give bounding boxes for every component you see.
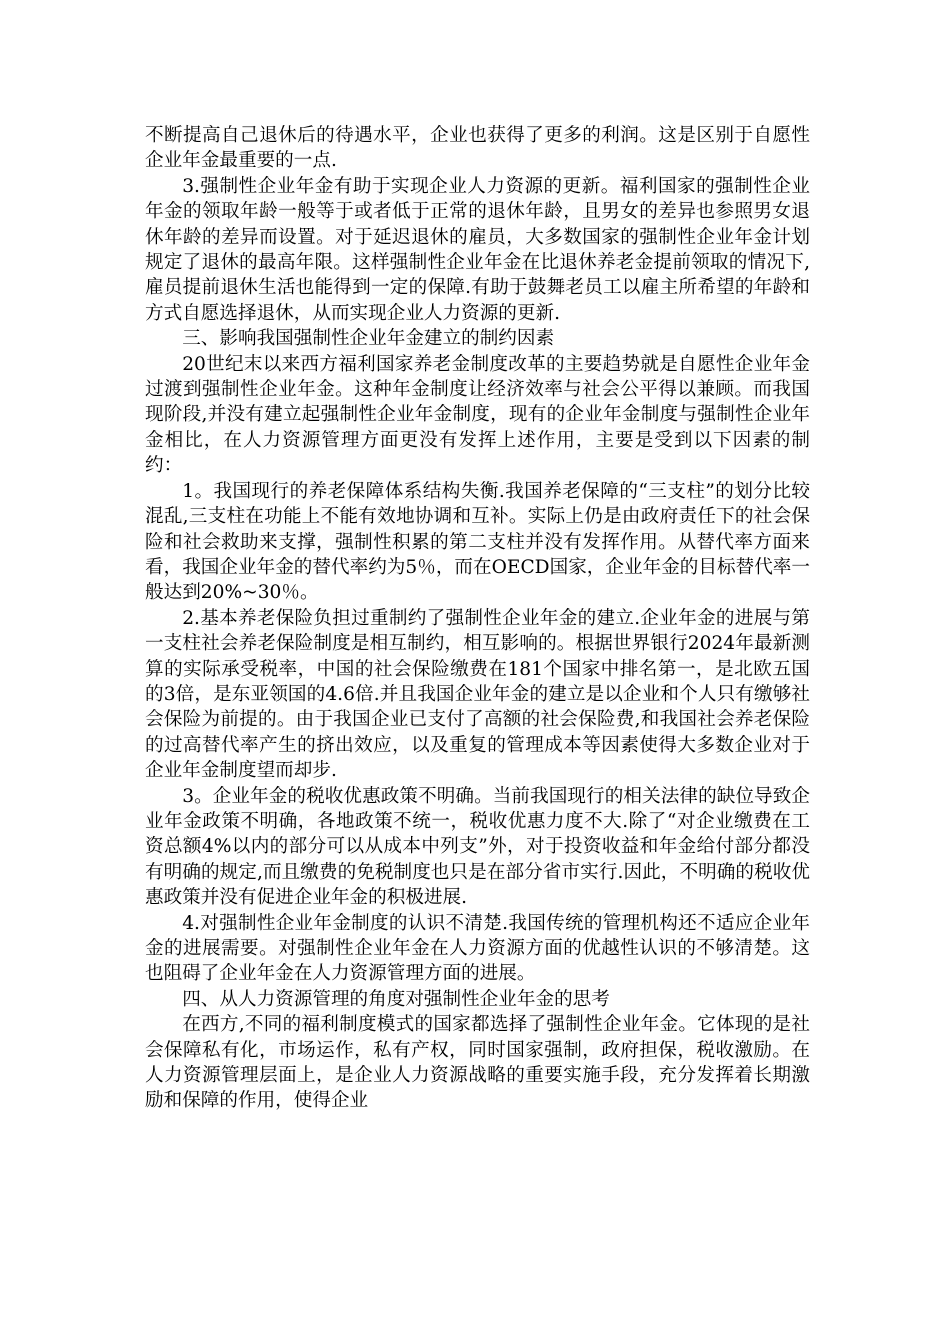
paragraph-8: 4.对强制性企业年金制度的认识不清楚.我国传统的管理机构还不适应企业年金的进展需要。对强制性企业年金在人力资源方面的优越性认识的不够清楚。这也阻碍了企业年金在人力资源管理方面的进展。 — [145, 912, 810, 985]
paragraph-10: 在西方,不同的福利制度模式的国家都选择了强制性企业年金。它体现的是社会保障私有化，市场运作，私有产权，同时国家强制，政府担保，税收激励。在人力资源管理层面上，是企业人力资源战略的重要实施手段，充分发挥着长期激励和保障的作用，使得企业 — [145, 1014, 810, 1112]
paragraph-7: 3。企业年金的税收优惠政策不明确。当前我国现行的相关法律的缺位导致企业年金政策不明确，各地政策不统一，税收优惠力度不大.除了“对企业缴费在工资总额4%以内的部分可以从成本中列支”外，对于投资收益和年金给付部分都没有明确的规定,而且缴费的免税制度也只是在部分省市实行.因此，不明确的税收优惠政策并没有促进企业年金的积极进展. — [145, 785, 810, 909]
section-heading-3: 三、影响我国强制性企业年金建立的制约因素 — [182, 328, 555, 350]
document-body — [145, 123, 810, 1114]
paragraph-5: 1。我国现行的养老保障体系结构失衡.我国养老保障的“三支柱”的划分比较混乱,三支柱在功能上不能有效地协调和互补。实际上仍是由政府责任下的社会保险和社会救助来支撑，强制性积累的第二支柱并没有发挥作用。从替代率方面来看，我国企业年金的替代率约为5％，而在OECD国家，企业年金的目标替代率一般达到20%~30％。 — [145, 480, 810, 604]
paragraph-1: 不断提高自己退休后的待遇水平，企业也获得了更多的利润。这是区别于自愿性企业年金最重要的一点. — [145, 125, 810, 172]
paragraph-2: 3.强制性企业年金有助于实现企业人力资源的更新。福利国家的强制性企业年金的领取年龄一般等于或者低于正常的退休年龄，且男女的差异也参照男女退休年龄的差异而设置。对于延迟退休的雇员，大多数国家的强制性企业年金计划规定了退休的最高年限。这样强制性企业年金在比退休养老金提前领取的情况下,雇员提前退休生活也能得到一定的保障.有助于鼓舞老员工以雇主所希望的年龄和方式自愿选择退休，从而实现企业人力资源的更新. — [145, 175, 810, 324]
paragraph-6: 2.基本养老保险负担过重制约了强制性企业年金的建立.企业年金的进展与第一支柱社会养老保险制度是相互制约，相互影响的。根据世界银行2024年最新测算的实际承受税率，中国的社会保险缴费在181个国家中排名第一，是北欧五国的3倍，是东亚领国的4.6倍.并且我国企业年金的建立是以企业和个人只有缴够社会保险为前提的。由于我国企业已支付了高额的社会保险费,和我国社会养老保险的过高替代率产生的挤出效应，以及重复的管理成本等因素使得大多数企业对于企业年金制度望而却步. — [145, 607, 810, 782]
paragraph-4: 20世纪末以来西方福利国家养老金制度改革的主要趋势就是自愿性企业年金过渡到强制性企业年金。这种年金制度让经济效率与社会公平得以兼顾。而我国现阶段,并没有建立起强制性企业年金制度，现有的企业年金制度与强制性企业年金相比，在人力资源管理方面更没有发挥上述作用，主要是受到以下因素的制约： — [145, 353, 810, 477]
section-heading-4: 四、从人力资源管理的角度对强制性企业年金的思考 — [182, 988, 610, 1010]
